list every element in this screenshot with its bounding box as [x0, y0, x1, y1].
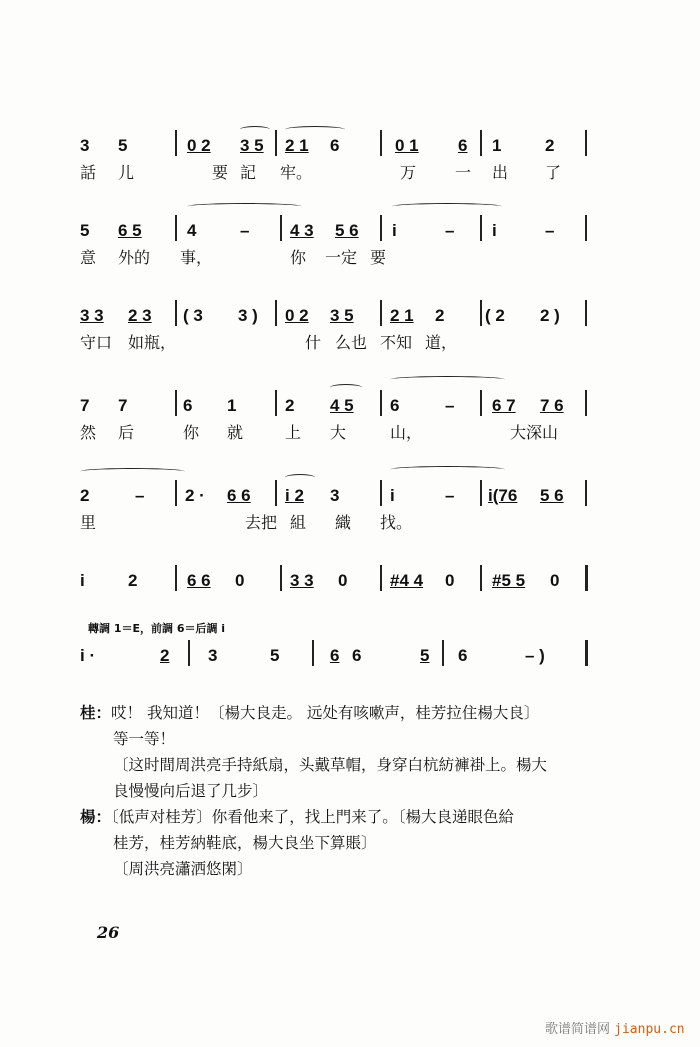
- score-line-5: 2 – 2 · 6 6 i 2 3 i – i(76 5 6 里 去把 組 織 找。: [80, 480, 600, 534]
- score-line-7: i · 2 3 5 6 6 5 6 – ): [80, 640, 600, 670]
- page-number: 26: [97, 923, 120, 942]
- watermark: 歌谱简谱网 jianpu.cn: [545, 1022, 685, 1037]
- dialog-line-yang: 楊：〔低声对桂芳〕你看他来了，找上門来了。〔楊大良递眼色給: [80, 808, 515, 826]
- score-line-3: 3 3 2 3 ( 3 3 ) 0 2 3 5 2 1 2 ( 2 2 ) 守口 如瓶， 什 么也 不知 道，: [80, 300, 600, 354]
- score-line-1: 3 5 0 2 3 5 2 1 6 0 1 6 1 2 話 儿 要 記 牢。 万 一 出 了: [80, 130, 600, 184]
- key-change-note: 轉調 1＝E，前調 6＝后調 i: [88, 622, 226, 635]
- dialog-line-gui: 桂：哎！ 我知道！〔楊大良走。 远处有咳嗽声，桂芳拉住楊大良〕: [80, 704, 540, 722]
- dialog-block: 桂：哎！ 我知道！〔楊大良走。 远处有咳嗽声，桂芳拉住楊大良〕 等一等！ 〔这时間周洪亮手持紙扇，头戴草帽，身穿白杭紡褲褂上。楊大 良慢慢向后退了几步〕 楊：〔低声对桂芳〕你看他来了，找上門来了。〔楊大良递眼色給 桂芳，桂芳納鞋底，楊大良坐下算賬〕 〔周洪亮瀟洒悠閑〕: [80, 700, 600, 882]
- score-line-6: i 2 6 6 0 3 3 0 #4 4 0 #5 5 0: [80, 565, 600, 595]
- score-line-4: 7 7 6 1 2 4 5 6 – 6 7 7 6 然 后 你 就 上 大 山， 大深山: [80, 390, 600, 444]
- score-line-2: 5 6 5 4 – 4 3 5 6 i – i – 意 外的 事， 你 一定 要: [80, 215, 600, 269]
